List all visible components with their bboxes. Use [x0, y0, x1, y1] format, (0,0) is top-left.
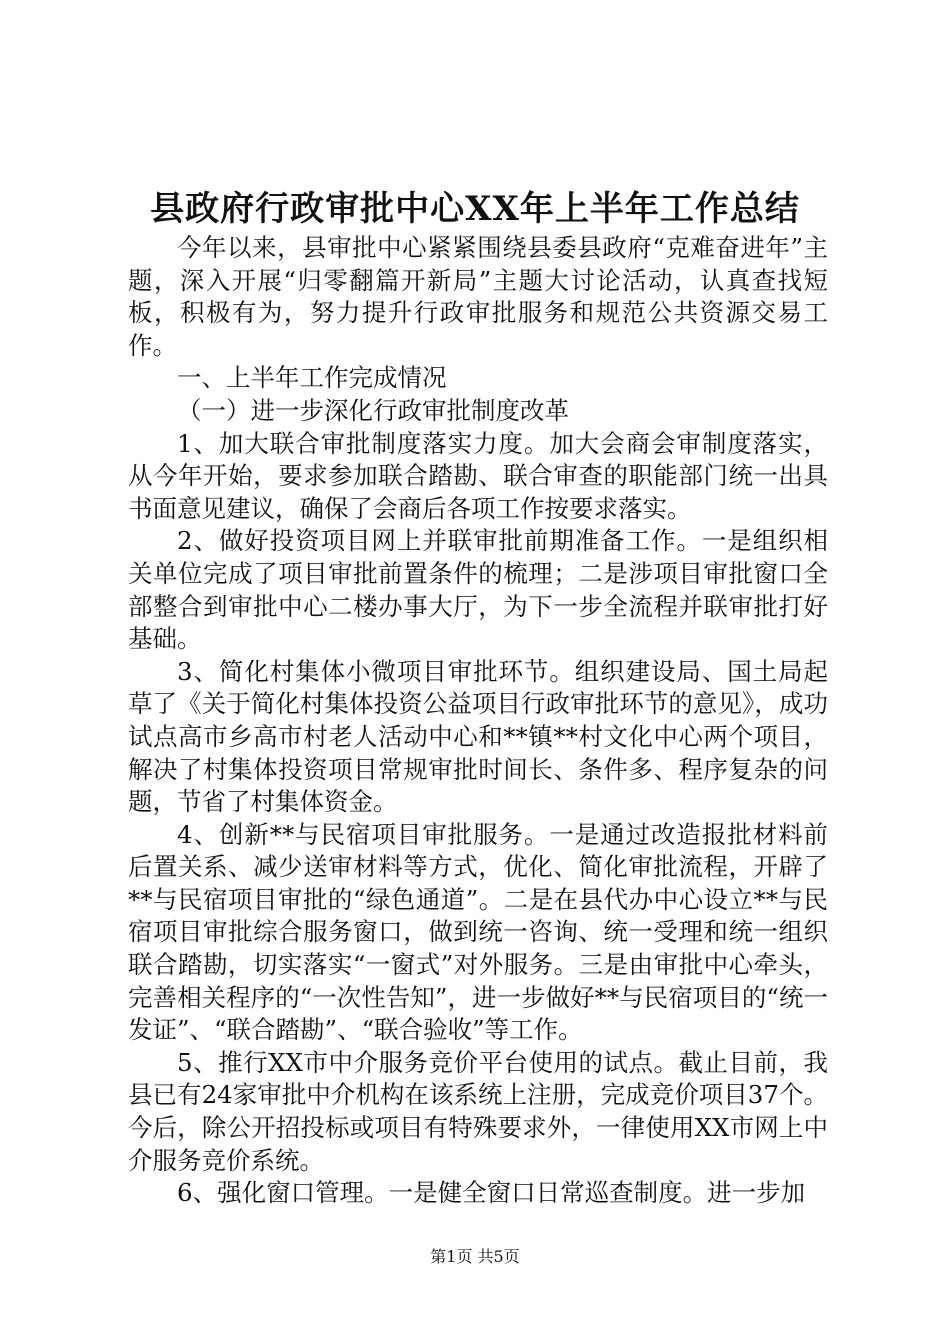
- section-heading: 一、上半年工作完成情况: [177, 363, 447, 393]
- paragraph-intro: 今年以来，县审批中心紧紧围绕县委县政府“克难奋进年”主题，深入开展“归零翻篇开新局”主题大讨论活动，认真查找短板，积极有为，努力提升行政审批服务和规范公共资源交易工作。: [128, 233, 828, 360]
- document-body: [128, 232, 828, 1210]
- page-number-footer: 第1页 共5页: [430, 1247, 520, 1266]
- subsection-heading: （一）进一步深化行政审批制度改革: [177, 395, 569, 425]
- paragraph-item-3: 3、简化村集体小微项目审批环节。组织建设局、国土局起草了《关于简化村集体投资公益项目行政审批环节的意见》，成功试点高市乡高市村老人活动中心和**镇**村文化中心两个项目，解决了村集体投资项目常规审批时间长、条件多、程序复杂的问题，节省了村集体资金。: [128, 656, 828, 817]
- paragraph-item-6: 6、强化窗口管理。一是健全窗口日常巡查制度。进一步加: [177, 1178, 806, 1208]
- paragraph-item-2: 2、做好投资项目网上并联审批前期准备工作。一是组织相关单位完成了项目审批前置条件的梳理；二是涉项目审批窗口全部整合到审批中心二楼办事大厅，为下一步全流程并联审批打好基础。: [128, 526, 828, 654]
- paragraph-item-4: 4、创新**与民宿项目审批服务。一是通过改造报批材料前后置关系、减少送审材料等方式，优化、简化审批流程，开辟了**与民宿项目审批的“绿色通道”。二是在县代办中心设立**与民宿项目审批综合服务窗口，做到统一咨询、统一受理和统一组织联合踏勘，切实落实“一窗式”对外服务。三是由审批中心牵头，完善相关程序的“一次性告知”，进一步做好**与民宿项目的“统一发证”、“联合踏勘”、“联合验收”等工作。: [128, 819, 828, 1045]
- document-title: 县政府行政审批中心XX年上半年工作总结: [150, 189, 800, 229]
- paragraph-item-1: 1、加大联合审批制度落实力度。加大会商会审制度落实，从今年开始，要求参加联合踏勘、联合审查的职能部门统一出具书面意见建议，确保了会商后各项工作按要求落实。: [128, 428, 828, 523]
- paragraph-item-5: 5、推行XX市中介服务竞价平台使用的试点。截止目前，我县已有24家审批中介机构在该系统上注册，完成竞价项目37个。今后，除公开招投标或项目有特殊要求外，一律使用XX市网上中介服务竞价系统。: [128, 1047, 828, 1175]
